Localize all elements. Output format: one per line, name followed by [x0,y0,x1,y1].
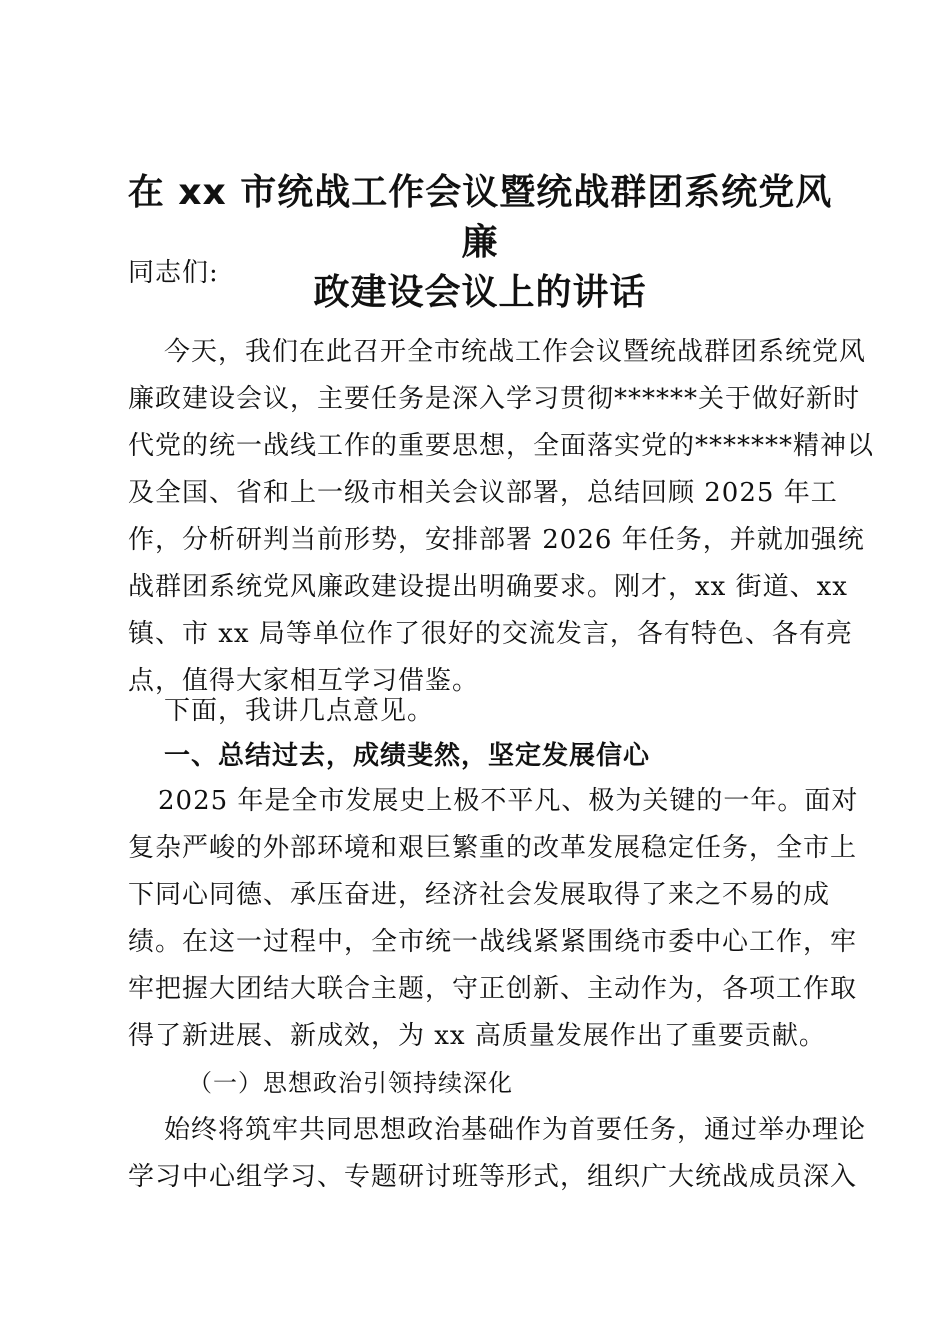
title-line-1: 在 xx 市统战工作会议暨统战群团系统党风廉 [127,172,833,263]
document-title [110,168,850,318]
paragraph-1-line-4: 及全国、省和上一级市相关会议部署，总结回顾 2025 年工 [128,478,838,508]
paragraph-3-line-3: 下同心同德、承压奋进，经济社会发展取得了来之不易的成 [128,880,831,910]
paragraph-3-line-6: 得了新进展、新成效，为 xx 高质量发展作出了重要贡献。 [128,1021,826,1051]
section-heading-1: 一、总结过去，成绩斐然，坚定发展信心 [164,741,651,771]
paragraph-4-line-1: 始终将筑牢共同思想政治基础作为首要任务，通过举办理论 [164,1115,867,1145]
paragraph-1-line-5: 作，分析研判当前形势，安排部署 2026 年任务，并就加强统 [128,525,865,555]
paragraph-4-line-2: 学习中心组学习、专题研讨班等形式，组织广大统战成员深入 [128,1162,858,1192]
paragraph-3-line-1: 2025 年是全市发展史上极不平凡、极为关键的一年。面对 [158,786,859,816]
paragraph-2: 下面，我讲几点意见。 [164,696,435,726]
paragraph-1-line-8: 点，值得大家相互学习借鉴。 [128,666,480,696]
greeting: 同志们: [128,258,219,288]
paragraph-3-line-4: 绩。在这一过程中，全市统一战线紧紧围绕市委中心工作，牢 [128,927,858,957]
paragraph-1-line-2: 廉政建设会议，主要任务是深入学习贯彻******关于做好新时 [128,384,861,414]
paragraph-1-line-3: 代党的统一战线工作的重要思想，全面落实党的*******精神以 [128,431,875,461]
subsection-heading-1: （一）思想政治引领持续深化 [188,1069,513,1097]
paragraph-3-line-5: 牢把握大团结大联合主题，守正创新、主动作为，各项工作取 [128,974,858,1004]
paragraph-3-line-2: 复杂严峻的外部环境和艰巨繁重的改革发展稳定任务，全市上 [128,833,858,863]
paragraph-1-line-1: 今天，我们在此召开全市统战工作会议暨统战群团系统党风 [164,337,867,367]
paragraph-1-line-7: 镇、市 xx 局等单位作了很好的交流发言，各有特色、各有亮 [128,619,853,649]
title-line-2: 政建设会议上的讲话 [313,272,647,313]
paragraph-1-line-6: 战群团系统党风廉政建设提出明确要求。刚才，xx 街道、xx [128,572,848,602]
